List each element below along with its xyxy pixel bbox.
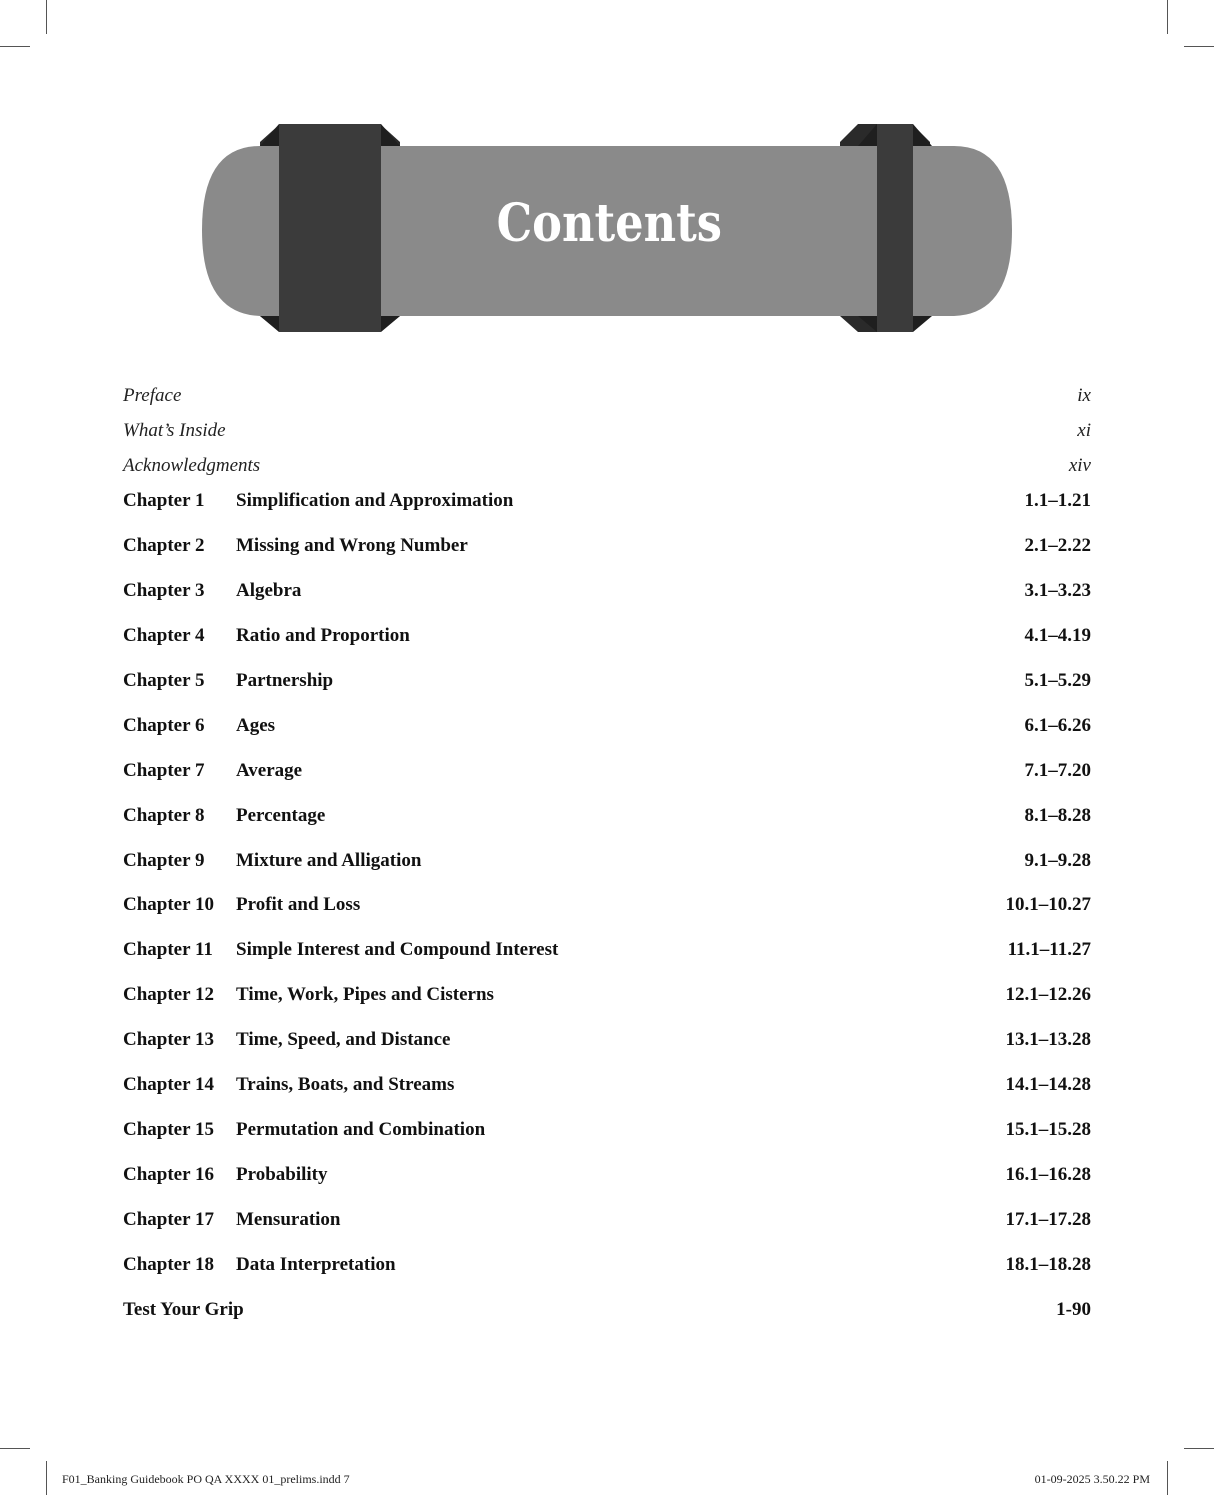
chapter-label: Chapter 3	[123, 580, 205, 601]
footer-file-info: F01_Banking Guidebook PO QA XXXX 01_prelims.indd 7	[62, 1472, 350, 1486]
toc-row-chapter-14[interactable]	[123, 1074, 1091, 1104]
toc-row-preface[interactable]	[123, 385, 1091, 415]
chapter-page-range: 11.1–11.27	[1007, 939, 1091, 960]
chapter-title: Mixture and Alligation	[236, 850, 422, 871]
crop-mark-top-right-h	[1184, 46, 1214, 47]
chapter-title: Algebra	[236, 580, 302, 601]
toc-row-chapter-10[interactable]	[123, 894, 1091, 924]
chapter-title: Average	[236, 760, 303, 781]
toc-row-chapter-17[interactable]	[123, 1209, 1091, 1239]
chapter-label: Chapter 11	[123, 939, 213, 960]
chapter-label: Chapter 16	[123, 1164, 214, 1185]
toc-row-chapter-5[interactable]	[123, 670, 1091, 700]
toc-row-whats-inside[interactable]	[123, 420, 1091, 450]
chapter-page-range: 14.1–14.28	[1005, 1074, 1091, 1095]
chapter-label: Chapter 8	[123, 805, 205, 826]
toc-row-chapter-4[interactable]	[123, 625, 1091, 655]
toc-row-chapter-18[interactable]	[123, 1254, 1091, 1284]
chapter-title: Ages	[236, 715, 276, 736]
chapter-label: Chapter 12	[123, 984, 214, 1005]
chapter-label: Chapter 1	[123, 490, 205, 511]
toc-row-chapter-3[interactable]	[123, 580, 1091, 610]
chapter-page-range: 9.1–9.28	[1024, 850, 1091, 871]
chapter-title: Missing and Wrong Number	[236, 535, 468, 556]
chapter-title: Time, Speed, and Distance	[236, 1029, 451, 1050]
chapter-page-range: 16.1–16.28	[1005, 1164, 1091, 1185]
crop-mark-top-right	[1167, 0, 1168, 34]
chapter-page-range: 5.1–5.29	[1024, 670, 1091, 691]
chapter-label: Chapter 6	[123, 715, 205, 736]
contents-banner	[200, 120, 1014, 335]
chapter-page-range: 2.1–2.22	[1024, 535, 1091, 556]
crop-mark-top-left	[46, 0, 47, 34]
toc-row-chapter-1[interactable]	[123, 490, 1091, 520]
toc-page-number: 1-90	[1056, 1299, 1091, 1320]
toc-row-chapter-8[interactable]	[123, 805, 1091, 835]
chapter-title: Simple Interest and Compound Interest	[236, 939, 559, 960]
toc-entry-label: Preface	[123, 385, 182, 406]
chapter-page-range: 3.1–3.23	[1024, 580, 1091, 601]
toc-row-chapter-16[interactable]	[123, 1164, 1091, 1194]
chapter-title: Probability	[236, 1164, 328, 1185]
chapter-label: Chapter 10	[123, 894, 214, 915]
chapter-page-range: 1.1–1.21	[1024, 490, 1091, 511]
toc-row-test-your-grip[interactable]	[123, 1299, 1091, 1329]
chapter-label: Chapter 17	[123, 1209, 214, 1230]
chapter-page-range: 7.1–7.20	[1024, 760, 1091, 781]
crop-mark-bottom-right-h	[1184, 1448, 1214, 1449]
toc-entry-label: What’s Inside	[123, 420, 226, 441]
chapter-title: Percentage	[236, 805, 326, 826]
toc-row-chapter-15[interactable]	[123, 1119, 1091, 1149]
chapter-title: Ratio and Proportion	[236, 625, 410, 646]
chapter-title: Trains, Boats, and Streams	[236, 1074, 455, 1095]
page-title: Contents	[496, 193, 722, 254]
chapter-page-range: 10.1–10.27	[1005, 894, 1091, 915]
toc-row-chapter-12[interactable]	[123, 984, 1091, 1014]
chapter-page-range: 8.1–8.28	[1024, 805, 1091, 826]
chapter-title: Data Interpretation	[236, 1254, 396, 1275]
chapter-title: Mensuration	[236, 1209, 341, 1230]
chapter-label: Chapter 18	[123, 1254, 214, 1275]
chapter-page-range: 15.1–15.28	[1005, 1119, 1091, 1140]
chapter-page-range: 4.1–4.19	[1024, 625, 1091, 646]
chapter-title: Partnership	[236, 670, 334, 691]
chapter-title: Time, Work, Pipes and Cisterns	[236, 984, 494, 1005]
toc-row-chapter-2[interactable]	[123, 535, 1091, 565]
chapter-page-range: 13.1–13.28	[1005, 1029, 1091, 1050]
toc-row-acknowledgments[interactable]	[123, 455, 1091, 485]
chapter-label: Chapter 14	[123, 1074, 214, 1095]
toc-row-chapter-13[interactable]	[123, 1029, 1091, 1059]
toc-row-chapter-6[interactable]	[123, 715, 1091, 745]
chapter-label: Chapter 2	[123, 535, 205, 556]
chapter-label: Chapter 13	[123, 1029, 214, 1050]
footer-timestamp: 01-09-2025 3.50.22 PM	[1034, 1472, 1150, 1486]
toc-row-chapter-11[interactable]	[123, 939, 1091, 969]
toc-page-number: ix	[1077, 385, 1091, 406]
crop-mark-top-left-h	[0, 46, 30, 47]
chapter-title: Permutation and Combination	[236, 1119, 486, 1140]
chapter-title: Profit and Loss	[236, 894, 361, 915]
toc-entry-label: Test Your Grip	[123, 1299, 244, 1320]
chapter-label: Chapter 7	[123, 760, 205, 781]
chapter-label: Chapter 4	[123, 625, 205, 646]
chapter-title: Simplification and Approximation	[236, 490, 514, 511]
toc-row-chapter-7[interactable]	[123, 760, 1091, 790]
crop-mark-bottom-left	[46, 1461, 47, 1495]
toc-row-chapter-9[interactable]	[123, 850, 1091, 880]
toc-page-number: xiv	[1068, 455, 1091, 476]
chapter-page-range: 12.1–12.26	[1005, 984, 1091, 1005]
chapter-label: Chapter 9	[123, 850, 205, 871]
crop-mark-bottom-left-h	[0, 1448, 30, 1449]
toc-entry-label: Acknowledgments	[123, 455, 261, 476]
chapter-label: Chapter 5	[123, 670, 205, 691]
crop-mark-bottom-right	[1167, 1461, 1168, 1495]
chapter-page-range: 18.1–18.28	[1005, 1254, 1091, 1275]
chapter-page-range: 17.1–17.28	[1005, 1209, 1091, 1230]
toc-page-number: xi	[1077, 420, 1091, 441]
chapter-label: Chapter 15	[123, 1119, 214, 1140]
chapter-page-range: 6.1–6.26	[1024, 715, 1091, 736]
